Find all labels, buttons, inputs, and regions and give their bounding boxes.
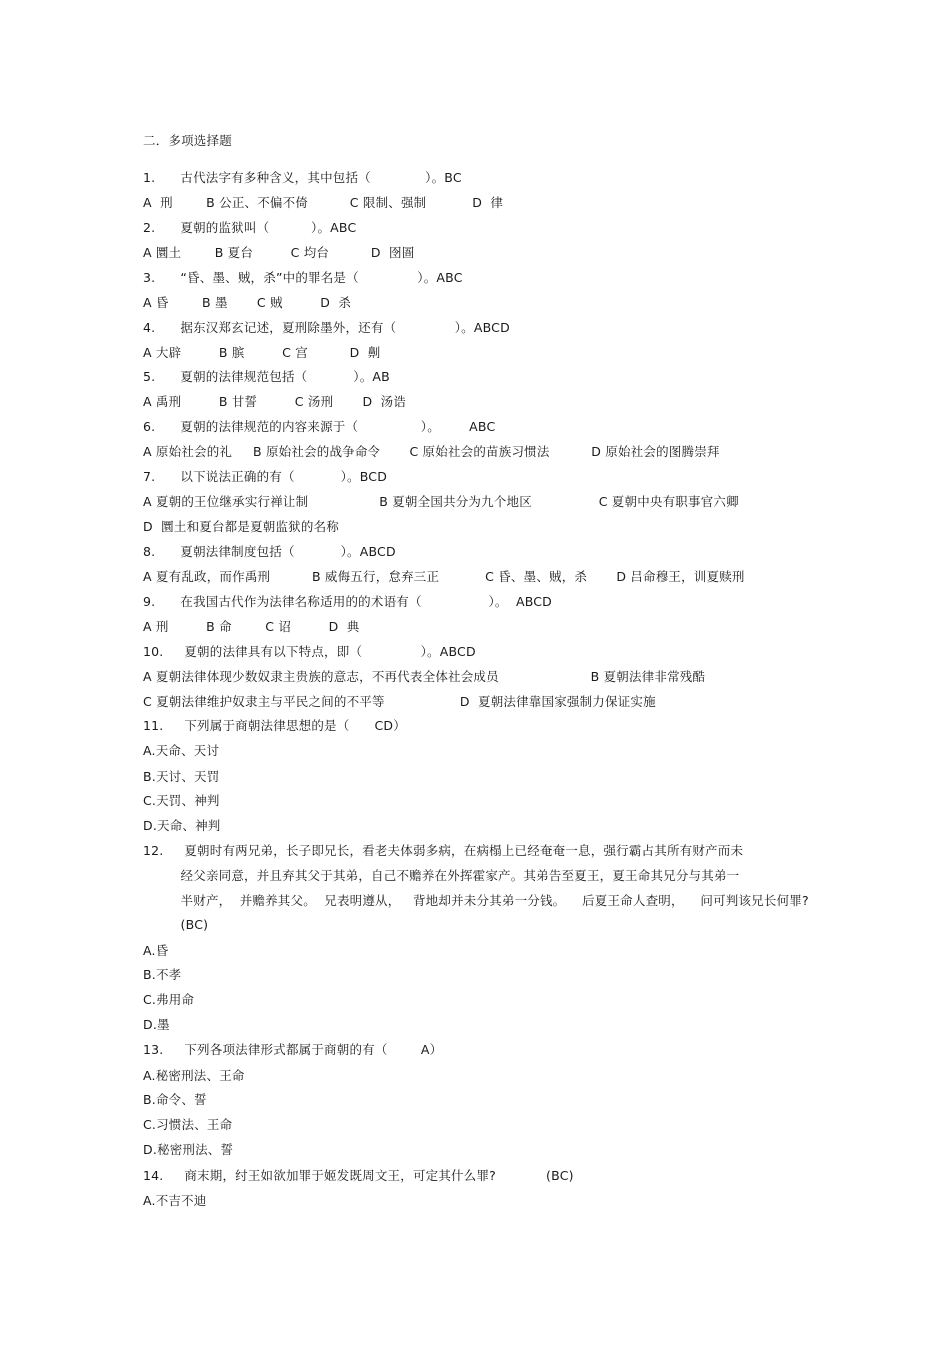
- answer-options: A.天命、天讨: [143, 743, 220, 758]
- answer-options: A.昏: [143, 943, 169, 958]
- answer-options: C.弗用命: [143, 992, 195, 1007]
- question-stem: 7. 以下说法正确的有（ ）。BCD: [143, 469, 388, 484]
- answer-options: A 刑 B 公正、不偏不倚 C 限制、强制 D 律: [143, 195, 504, 210]
- answer-options: A 刑 B 命 C 诏 D 典: [143, 619, 360, 634]
- answer-options: D.秘密刑法、誓: [143, 1142, 234, 1157]
- question-stem: 8. 夏朝法律制度包括（ ）。ABCD: [143, 544, 396, 559]
- question-stem-continuation: 半财产， 并赡养其父。 兄表明遵从， 背地却并未分其弟一分钱。 后夏王命人查明， 问可判该兄长何罪?: [143, 893, 809, 908]
- answer-options: A 圜土 B 夏台 C 均台 D 囹圄: [143, 245, 415, 260]
- section-title: 二．多项选择题: [143, 133, 232, 148]
- question-stem: 12. 夏朝时有两兄弟，长子即兄长，看老夫体弱多病，在病榻上已经奄奄一息，强行霸占其所有财产而未: [143, 843, 744, 858]
- answer-options: B.命令、誓: [143, 1092, 207, 1107]
- answer-options: A.秘密刑法、王命: [143, 1068, 245, 1083]
- answer-options: A.不吉不迪: [143, 1193, 207, 1208]
- question-stem: 14. 商末期，纣王如欲加罪于姬发既周文王，可定其什么罪? (BC): [143, 1168, 574, 1183]
- answer-options: B.天讨、天罚: [143, 769, 220, 784]
- answer-options: A 大辟 B 膑 C 宫 D 劓: [143, 345, 381, 360]
- question-stem: 1. 古代法字有多种含义，其中包括（ ）。BC: [143, 170, 462, 185]
- answer-options: B.不孝: [143, 967, 182, 982]
- question-stem: 4. 据东汉郑玄记述，夏刑除墨外，还有（ ）。ABCD: [143, 320, 510, 335]
- answer-options: D.天命、神判: [143, 818, 221, 833]
- question-stem: 2. 夏朝的监狱叫（ ）。ABC: [143, 220, 357, 235]
- answer-options: A 昏 B 墨 C 贼 D 杀: [143, 295, 352, 310]
- question-stem: 9. 在我国古代作为法律名称适用的的术语有（ ）。 ABCD: [143, 594, 552, 609]
- answer-options: C.习惯法、王命: [143, 1117, 233, 1132]
- answer-options: A 夏朝的王位继承实行禅让制 B 夏朝全国共分为九个地区 C 夏朝中央有职事官六卿: [143, 494, 739, 509]
- question-stem: 10. 夏朝的法律具有以下特点，即（ ）。ABCD: [143, 644, 476, 659]
- question-stem: 5. 夏朝的法律规范包括（ ）。AB: [143, 369, 390, 384]
- question-stem: 11. 下列属于商朝法律思想的是（ CD）: [143, 718, 406, 733]
- answer-options: D.墨: [143, 1017, 170, 1032]
- answer-options: A 夏朝法律体现少数奴隶主贵族的意志，不再代表全体社会成员 B 夏朝法律非常残酷: [143, 669, 706, 684]
- question-stem: 13. 下列各项法律形式都属于商朝的有（ A）: [143, 1042, 443, 1057]
- question-stem: 6. 夏朝的法律规范的内容来源于（ ）。 ABC: [143, 419, 496, 434]
- question-stem: 3. “昏、墨、贼，杀”中的罪名是（ ）。ABC: [143, 270, 463, 285]
- answer-options: A 禹刑 B 甘誓 C 汤刑 D 汤诰: [143, 394, 407, 409]
- question-stem-continuation: 经父亲同意，并且弃其父于其弟，自己不赡养在外挥霍家产。其弟告至夏王，夏王命其兄分与其弟一: [143, 868, 740, 883]
- answer-options: A 夏有乱政，而作禹刑 B 威侮五行，怠弃三正 C 昏、墨、贼，杀 D 吕命穆王，训夏赎刑: [143, 569, 745, 584]
- question-stem-continuation: (BC): [143, 917, 209, 932]
- answer-options: C 夏朝法律维护奴隶主与平民之间的不平等 D 夏朝法律靠国家强制力保证实施: [143, 694, 656, 709]
- answer-options: D 圜土和夏台都是夏朝监狱的名称: [143, 519, 339, 534]
- answer-options: A 原始社会的礼 B 原始社会的战争命令 C 原始社会的苗族习惯法 D 原始社会的图腾崇拜: [143, 444, 720, 459]
- answer-options: C.天罚、神判: [143, 793, 220, 808]
